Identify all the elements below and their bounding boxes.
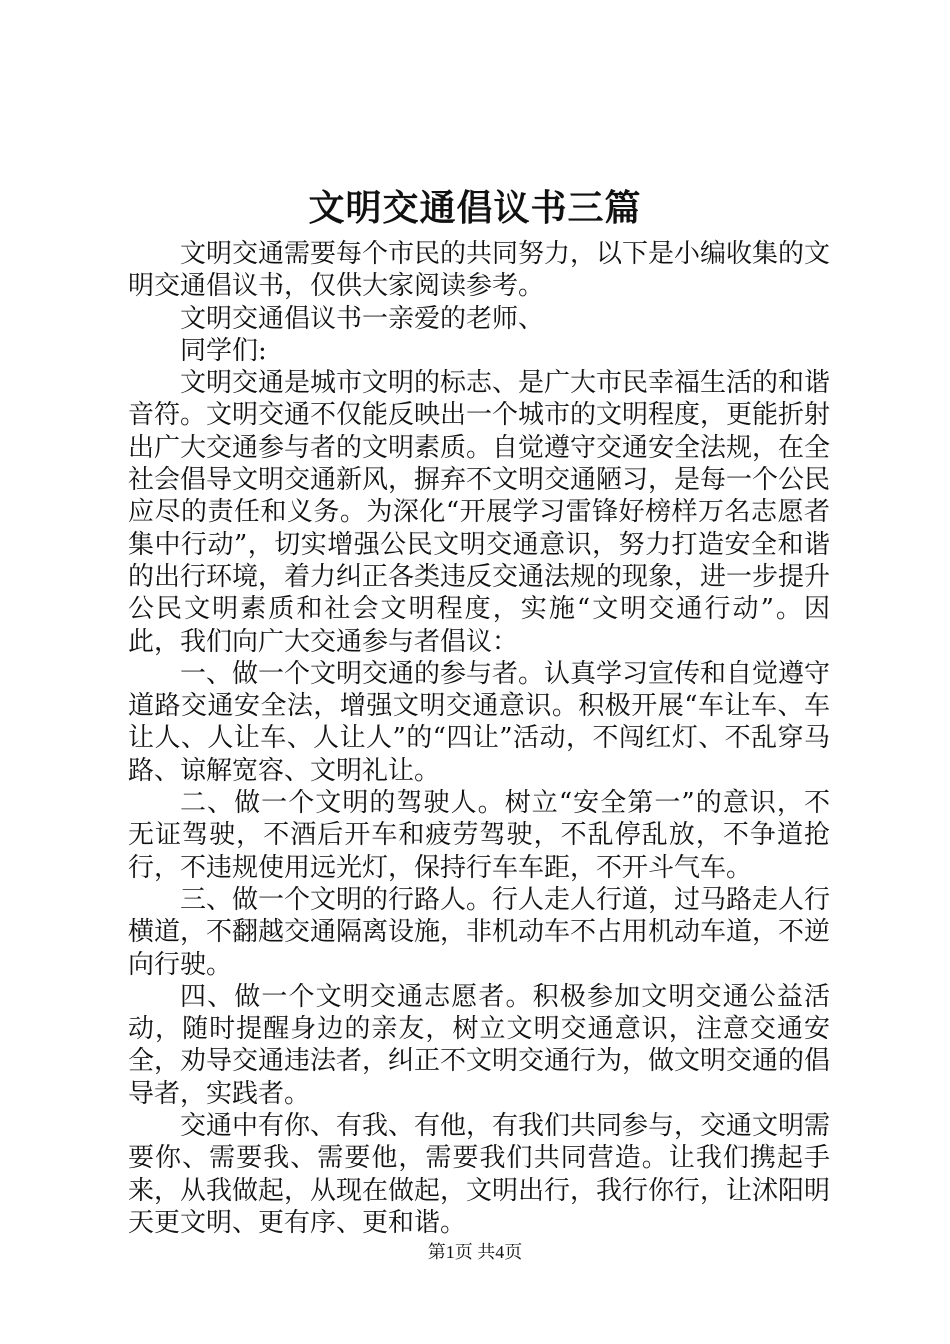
paragraph-main: 文明交通是城市文明的标志、是广大市民幸福生活的和谐音符。文明交通不仅能反映出一个城市的文明程度，更能折射出广大交通参与者的文明素质。自觉遵守交通安全法规，在全社会倡导文明交通新风，摒弃不文明交通陋习，是每一个公民应尽的责任和义务。为深化“开展学习雷锋好榜样万名志愿者集中行动”，切实增强公民文明交通意识，努力打造安全和谐的出行环境，着力纠正各类违反交通法规的现象，进一步提升公民文明素质和社会文明程度，实施“文明交通行动”。因此，我们向广大交通参与者倡议：	[128, 368, 831, 657]
paragraph-item-four: 四、做一个文明交通志愿者。积极参加文明交通公益活动，随时提醒身边的亲友，树立文明交通意识，注意交通安全，劝导交通违法者，纠正不文明交通行为，做文明交通的倡导者，实践者。	[128, 981, 831, 1109]
document-title: 文明交通倡议书三篇	[308, 187, 642, 229]
paragraph-closing: 交通中有你、有我、有他，有我们共同参与，交通文明需要你、需要我、需要他，需要我们共同营造。让我们携起手来，从我做起，从现在做起，文明出行，我行你行，让沭阳明天更文明、更有序、更和谐。	[128, 1111, 831, 1238]
paragraph-intro: 文明交通需要每个市民的共同努力，以下是小编收集的文明交通倡议书，仅供大家阅读参考。	[128, 239, 831, 302]
paragraph-item-one: 一、做一个文明交通的参与者。认真学习宣传和自觉遵守道路交通安全法，增强文明交通意识。积极开展“车让车、车让人、人让车、人让人”的“四让”活动，不闯红灯、不乱穿马路、谅解宽容、文明礼让。	[128, 658, 831, 786]
page-number-footer: 第1页 共4页	[427, 1242, 523, 1262]
paragraph-item-two: 二、做一个文明的驾驶人。树立“安全第一”的意识，不无证驾驶，不酒后开车和疲劳驾驶，不乱停乱放，不争道抢行，不违规使用远光灯，保持行车车距，不开斗气车。	[128, 788, 830, 883]
paragraph-item-three: 三、做一个文明的行路人。行人走人行道，过马路走人行横道，不翻越交通隔离设施，非机动车不占用机动车道，不逆向行驶。	[128, 884, 831, 980]
document-body	[128, 238, 830, 1239]
paragraph-salutation: 同学们:	[180, 335, 267, 366]
paragraph-heading-one: 文明交通倡议书一亲爱的老师、	[180, 303, 545, 334]
